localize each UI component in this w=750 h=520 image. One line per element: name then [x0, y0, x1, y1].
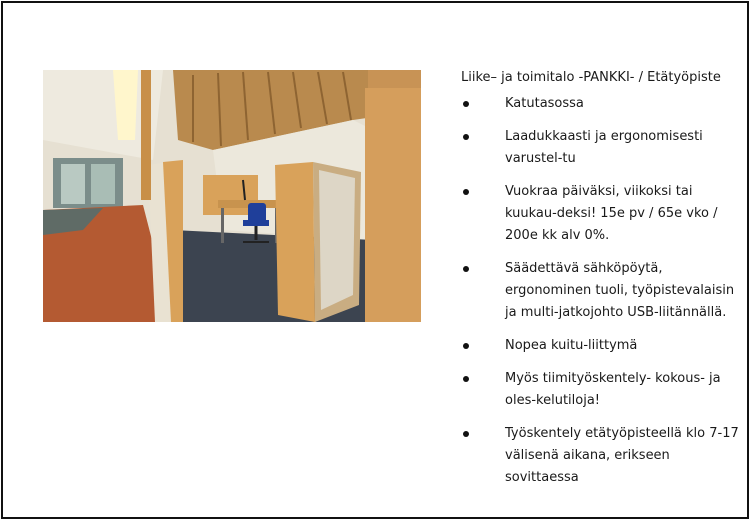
document-heading: Liike– ja toimitalo -PANKKI- / Etätyöpiste	[461, 70, 721, 85]
list-item	[461, 335, 746, 357]
bullet-dot-icon	[463, 431, 469, 437]
bullet-dot-icon	[463, 101, 469, 107]
list-item	[461, 423, 746, 489]
bullet-dot-icon	[463, 343, 469, 349]
list-item	[461, 126, 746, 170]
list-item-text: Nopea kuitu-liittymä	[505, 338, 638, 353]
bullet-dot-icon	[463, 266, 469, 272]
list-item	[461, 258, 746, 324]
list-item-text: Myös tiimityöskentely- kokous- ja oles-kelutiloja!	[505, 371, 721, 408]
office-interior-photo	[43, 70, 421, 322]
list-item-text: Laadukkaasti ja ergonomisesti varustel-tu	[505, 129, 703, 166]
bullet-dot-icon	[463, 189, 469, 195]
info-text-column	[461, 67, 746, 500]
list-item-text: Työskentely etätyöpisteellä klo 7-17 välisenä aikana, erikseen sovittaessa	[505, 426, 739, 485]
bullet-dot-icon	[463, 376, 469, 382]
list-item-text: Katutasossa	[505, 96, 584, 111]
office-interior-illustration	[43, 70, 421, 322]
bullet-dot-icon	[463, 134, 469, 140]
list-item-text: Säädettävä sähköpöytä, ergonominen tuoli, työpistevalaisin ja multi-jatkojohto USB-liitännällä.	[505, 261, 735, 320]
feature-list	[461, 93, 746, 489]
list-item	[461, 368, 746, 412]
list-item	[461, 181, 746, 247]
list-item-text: Vuokraa päiväksi, viikoksi tai kuukau-deksi! 15e pv / 65e vko / 200e kk alv 0%.	[505, 184, 718, 243]
list-item	[461, 93, 746, 115]
document-page	[1, 1, 749, 519]
